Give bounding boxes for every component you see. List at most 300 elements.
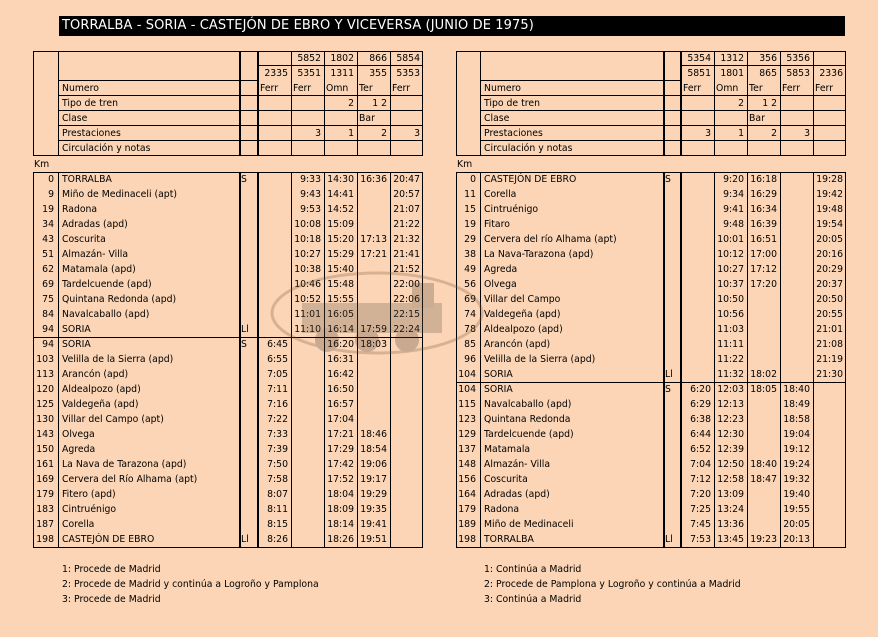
station-name: Agreda: [62, 444, 96, 455]
station-km: 130: [36, 414, 54, 425]
station-time: 19:40: [783, 489, 810, 500]
station-flag: S: [665, 174, 671, 185]
train-class: 2: [348, 98, 354, 109]
station-km: 143: [36, 429, 54, 440]
station-time: [390, 518, 423, 532]
station-flag: [239, 473, 258, 487]
station-time: [747, 398, 780, 412]
station-time: 17:21: [327, 429, 354, 440]
header-label: Prestaciones: [62, 128, 121, 139]
station-time: 16:39: [750, 219, 777, 230]
station-time: 17:13: [360, 234, 387, 245]
train-type: Ferr: [260, 83, 279, 94]
station-time: [747, 308, 780, 322]
station-time: 10:52: [294, 294, 321, 305]
note-line: 1: Continúa a Madrid: [484, 564, 582, 575]
station-km: 94: [42, 339, 54, 350]
station-km: 49: [464, 264, 476, 275]
station-time: 21:08: [816, 339, 843, 350]
train-number-top: 5852: [297, 53, 321, 64]
header-label: Clase: [62, 113, 88, 124]
station-time: [813, 488, 846, 502]
station-time: 18:02: [750, 369, 777, 380]
station-flag: [663, 203, 681, 217]
station-time: 12:50: [717, 459, 744, 470]
train-note-ref: 3: [705, 128, 711, 139]
station-time: [681, 353, 714, 367]
station-flag: [663, 263, 681, 277]
station-flag: [239, 248, 258, 262]
station-time: 10:12: [717, 249, 744, 260]
station-flag: [663, 323, 681, 337]
timetable-torralba-castejon: [33, 51, 427, 548]
station-time: 10:08: [294, 219, 321, 230]
station-km: 164: [458, 489, 476, 500]
station-flag: [239, 383, 258, 397]
station-name: Navalcaballo (apd): [62, 309, 150, 320]
station-name: Corella: [62, 519, 95, 530]
station-time: [291, 428, 324, 442]
station-time: 13:45: [717, 534, 744, 545]
station-time: 10:27: [717, 264, 744, 275]
train-services: [714, 112, 747, 126]
station-time: [747, 428, 780, 442]
station-time: [747, 518, 780, 532]
train-number-bottom: 2336: [819, 68, 843, 79]
note-line: 2: Procede de Madrid y continúa a Logroño y Pamplona: [62, 579, 319, 590]
station-time: 18:03: [360, 339, 387, 350]
header-label: Prestaciones: [484, 128, 543, 139]
header-label: Circulación y notas: [62, 143, 151, 154]
note-line: 2: Procede de Pamplona y Logroño y continúa a Madrid: [484, 579, 741, 590]
station-time: 18:40: [783, 384, 810, 395]
header-label: Tipo de tren: [62, 98, 118, 109]
station-time: 20:57: [393, 189, 420, 200]
train-services: [813, 112, 846, 126]
station-name: Radona: [484, 504, 520, 515]
station-km: 120: [36, 384, 54, 395]
station-time: 20:16: [816, 249, 843, 260]
station-time: [813, 518, 846, 532]
station-time: 18:05: [750, 384, 777, 395]
station-time: [291, 473, 324, 487]
station-km: 38: [464, 249, 476, 260]
station-time: 9:34: [723, 189, 744, 200]
station-time: 10:46: [294, 279, 321, 290]
station-name: Villar del Campo (apt): [62, 414, 164, 425]
station-time: 11:32: [717, 369, 744, 380]
station-time: [780, 248, 813, 262]
station-time: [780, 188, 813, 202]
train-note-ref: 3: [315, 128, 321, 139]
station-km: 179: [36, 489, 54, 500]
station-time: [681, 338, 714, 352]
station-time: 20:37: [816, 279, 843, 290]
station-km: 29: [464, 234, 476, 245]
station-time: [681, 263, 714, 277]
station-time: [390, 413, 423, 427]
station-time: 7:39: [267, 444, 288, 455]
station-flag: [663, 443, 681, 457]
train-note-ref: 3: [414, 128, 420, 139]
note-line: 3: Continúa a Madrid: [484, 594, 582, 605]
station-time: [357, 203, 390, 217]
station-time: 19:17: [360, 474, 387, 485]
station-time: 7:12: [690, 474, 711, 485]
station-flag: [663, 503, 681, 517]
station-flag: [663, 428, 681, 442]
station-time: 7:53: [690, 534, 711, 545]
station-time: [681, 218, 714, 232]
station-time: [813, 383, 846, 397]
station-time: [258, 263, 291, 277]
station-time: 13:36: [717, 519, 744, 530]
station-name: Adradas (apd): [62, 219, 128, 230]
station-time: 21:19: [816, 354, 843, 365]
station-km: 161: [36, 459, 54, 470]
station-km: 19: [42, 204, 54, 215]
station-time: [357, 413, 390, 427]
station-km: 156: [458, 474, 476, 485]
station-name: Matamala (apd): [62, 264, 136, 275]
station-km: 69: [464, 294, 476, 305]
station-time: 14:41: [327, 189, 354, 200]
station-name: Olvega: [62, 429, 95, 440]
station-time: 18:40: [750, 459, 777, 470]
station-time: 6:29: [690, 399, 711, 410]
station-km: 104: [458, 384, 476, 395]
train-number-top: 1312: [720, 53, 744, 64]
station-flag: [239, 368, 258, 382]
station-time: [291, 398, 324, 412]
station-time: [681, 173, 714, 187]
station-time: 18:14: [327, 519, 354, 530]
station-name: Tardelcuende (apd): [62, 279, 152, 290]
station-time: 17:04: [327, 414, 354, 425]
station-name: Matamala: [484, 444, 531, 455]
station-km: 148: [458, 459, 476, 470]
station-flag: [239, 398, 258, 412]
station-flag: [663, 278, 681, 292]
station-km: 96: [464, 354, 476, 365]
station-name: Tardelcuende (apd): [484, 429, 574, 440]
station-flag: [663, 518, 681, 532]
station-time: 21:32: [393, 234, 420, 245]
station-time: 10:56: [717, 309, 744, 320]
station-time: 19:41: [360, 519, 387, 530]
note-line: 1: Procede de Madrid: [62, 564, 161, 575]
station-time: 18:58: [783, 414, 810, 425]
station-name: Miño de Medinaceli: [484, 519, 574, 530]
station-time: [357, 308, 390, 322]
train-class: [681, 97, 714, 111]
train-services: [390, 112, 423, 126]
station-time: 17:12: [750, 264, 777, 275]
train-class: [780, 97, 813, 111]
station-km: 125: [36, 399, 54, 410]
station-time: 17:59: [360, 324, 387, 335]
station-time: [780, 173, 813, 187]
station-km: 115: [458, 399, 476, 410]
station-name: Coscurita: [484, 474, 528, 485]
station-time: [813, 473, 846, 487]
station-time: [813, 443, 846, 457]
train-class: 1 2: [372, 98, 387, 109]
station-time: [291, 338, 324, 352]
station-time: 11:22: [717, 354, 744, 365]
station-flag: [239, 518, 258, 532]
station-time: [390, 383, 423, 397]
station-km: 9: [48, 189, 54, 200]
station-time: [390, 488, 423, 502]
station-km: 78: [464, 324, 476, 335]
station-time: [780, 203, 813, 217]
station-name: Almazán- Villa: [484, 459, 551, 470]
station-time: 21:07: [393, 204, 420, 215]
station-time: 17:00: [750, 249, 777, 260]
station-time: 20:05: [816, 234, 843, 245]
station-time: [258, 278, 291, 292]
train-number-top: 5354: [687, 53, 711, 64]
station-time: [390, 473, 423, 487]
train-number-top: [813, 52, 846, 66]
station-time: 10:27: [294, 249, 321, 260]
station-flag: [239, 458, 258, 472]
station-name: Radona: [62, 204, 98, 215]
train-number-bottom: 5353: [396, 68, 420, 79]
station-flag: [663, 188, 681, 202]
station-time: 19:54: [816, 219, 843, 230]
station-time: 18:04: [327, 489, 354, 500]
station-time: [747, 338, 780, 352]
station-time: 18:26: [327, 534, 354, 545]
km-label: Km: [457, 159, 473, 170]
station-name: Velilla de la Sierra (apd): [484, 354, 596, 365]
station-time: 16:50: [327, 384, 354, 395]
station-time: [780, 368, 813, 382]
station-time: [291, 488, 324, 502]
station-time: [681, 188, 714, 202]
station-time: 8:07: [267, 489, 288, 500]
station-time: [291, 443, 324, 457]
station-name: SORIA: [484, 384, 513, 395]
station-km: 198: [458, 534, 476, 545]
train-type: Ferr: [293, 83, 312, 94]
station-time: [291, 383, 324, 397]
station-time: 12:58: [717, 474, 744, 485]
station-time: [681, 203, 714, 217]
station-time: 15:55: [327, 294, 354, 305]
station-time: [357, 383, 390, 397]
station-time: [390, 368, 423, 382]
station-time: 17:20: [750, 279, 777, 290]
station-time: 18:09: [327, 504, 354, 515]
station-time: [390, 443, 423, 457]
station-flag: [663, 248, 681, 262]
station-time: 16:18: [750, 174, 777, 185]
train-class: 2: [738, 98, 744, 109]
station-flag: [239, 443, 258, 457]
train-number-bottom: 1801: [720, 68, 744, 79]
station-flag: [239, 293, 258, 307]
station-time: 18:49: [783, 399, 810, 410]
station-km: 179: [458, 504, 476, 515]
station-name: Olvega: [484, 279, 517, 290]
station-time: [258, 203, 291, 217]
station-time: 7:50: [267, 459, 288, 470]
station-time: 17:21: [360, 249, 387, 260]
station-time: [681, 233, 714, 247]
station-flag: Ll: [241, 534, 249, 545]
train-services: [291, 112, 324, 126]
train-type: Ferr: [782, 83, 801, 94]
station-time: [747, 353, 780, 367]
train-number-bottom: 5851: [687, 68, 711, 79]
station-time: 6:44: [690, 429, 711, 440]
station-time: 18:46: [360, 429, 387, 440]
station-km: 123: [458, 414, 476, 425]
station-time: 19:48: [816, 204, 843, 215]
station-km: 11: [464, 189, 476, 200]
station-time: [747, 413, 780, 427]
station-time: [291, 458, 324, 472]
station-time: 19:12: [783, 444, 810, 455]
station-time: [813, 398, 846, 412]
station-time: [258, 293, 291, 307]
station-time: 20:29: [816, 264, 843, 275]
station-flag: [239, 218, 258, 232]
station-time: [291, 533, 324, 547]
station-name: Agreda: [484, 264, 518, 275]
station-time: 19:29: [360, 489, 387, 500]
station-name: Adradas (apd): [484, 489, 550, 500]
station-time: [813, 413, 846, 427]
station-flag: S: [241, 174, 247, 185]
train-type: Ter: [359, 83, 373, 94]
station-time: 16:20: [327, 339, 354, 350]
station-time: 6:38: [690, 414, 711, 425]
station-flag: [239, 428, 258, 442]
station-time: 12:03: [717, 384, 744, 395]
station-time: 11:11: [717, 339, 744, 350]
station-time: 7:16: [267, 399, 288, 410]
station-km: 85: [464, 339, 476, 350]
train-number-top: 5854: [396, 53, 420, 64]
train-number-top: 356: [759, 53, 777, 64]
train-number-top: [258, 52, 291, 66]
km-label: Km: [34, 159, 50, 170]
station-km: 198: [36, 534, 54, 545]
station-time: 18:47: [750, 474, 777, 485]
station-time: 16:34: [750, 204, 777, 215]
station-time: 19:51: [360, 534, 387, 545]
train-number-bottom: 355: [369, 68, 387, 79]
station-name: TORRALBA: [62, 174, 112, 185]
station-time: [780, 308, 813, 322]
station-time: [681, 248, 714, 262]
station-time: [813, 533, 846, 547]
station-time: 7:45: [690, 519, 711, 530]
station-name: Cervera del Río Alhama (apt): [62, 474, 198, 485]
station-flag: [239, 263, 258, 277]
station-time: [681, 368, 714, 382]
station-name: CASTEJÓN DE EBRO: [62, 534, 155, 545]
station-flag: Ll: [241, 324, 249, 335]
station-km: 34: [42, 219, 54, 230]
train-type: Omn: [326, 83, 349, 94]
station-time: 19:35: [360, 504, 387, 515]
station-flag: [239, 308, 258, 322]
station-time: 20:55: [816, 309, 843, 320]
train-note-ref: [813, 127, 846, 141]
station-flag: S: [665, 384, 671, 395]
station-time: 21:30: [816, 369, 843, 380]
train-note-ref: 2: [771, 128, 777, 139]
station-name: Villar del Campo: [484, 294, 561, 305]
station-time: [291, 503, 324, 517]
station-time: [813, 458, 846, 472]
station-time: 17:42: [327, 459, 354, 470]
station-name: Almazán- Villa: [62, 249, 129, 260]
note-line: 3: Procede de Madrid: [62, 594, 161, 605]
station-time: 10:18: [294, 234, 321, 245]
station-time: [780, 233, 813, 247]
station-name: Fitaro: [484, 219, 510, 230]
notes-right: [484, 562, 741, 607]
station-time: 16:05: [327, 309, 354, 320]
station-time: 9:48: [723, 219, 744, 230]
station-time: 9:20: [723, 174, 744, 185]
train-services: [258, 112, 291, 126]
station-time: 6:52: [690, 444, 711, 455]
station-flag: [663, 353, 681, 367]
train-class: 1 2: [762, 98, 777, 109]
station-time: 8:15: [267, 519, 288, 530]
train-type: Ter: [749, 83, 763, 94]
station-time: [357, 368, 390, 382]
station-name: Corella: [484, 189, 517, 200]
station-time: [780, 353, 813, 367]
station-time: [258, 308, 291, 322]
station-name: Aldealpozo (apd): [484, 324, 563, 335]
train-note-ref: 3: [804, 128, 810, 139]
station-name: Coscurita: [62, 234, 106, 245]
header-label: Clase: [484, 113, 510, 124]
station-name: Valdegeña (apd): [484, 309, 561, 320]
station-name: Aldealpozo (apd): [62, 384, 141, 395]
station-time: 9:43: [300, 189, 321, 200]
station-time: 8:11: [267, 504, 288, 515]
station-km: 56: [464, 279, 476, 290]
header-label: Circulación y notas: [484, 143, 573, 154]
station-time: [747, 293, 780, 307]
station-flag: Ll: [665, 369, 673, 380]
station-time: [813, 428, 846, 442]
station-time: [291, 353, 324, 367]
station-time: 14:30: [327, 174, 354, 185]
station-km: 0: [470, 174, 476, 185]
station-name: Miño de Medinaceli (apt): [62, 189, 177, 200]
station-time: [357, 353, 390, 367]
station-time: 22:06: [393, 294, 420, 305]
station-km: 137: [458, 444, 476, 455]
station-km: 129: [458, 429, 476, 440]
station-time: [357, 218, 390, 232]
header-label: Numero: [62, 83, 99, 94]
station-time: 7:04: [690, 459, 711, 470]
station-name: SORIA: [62, 339, 91, 350]
station-time: 22:24: [393, 324, 420, 335]
